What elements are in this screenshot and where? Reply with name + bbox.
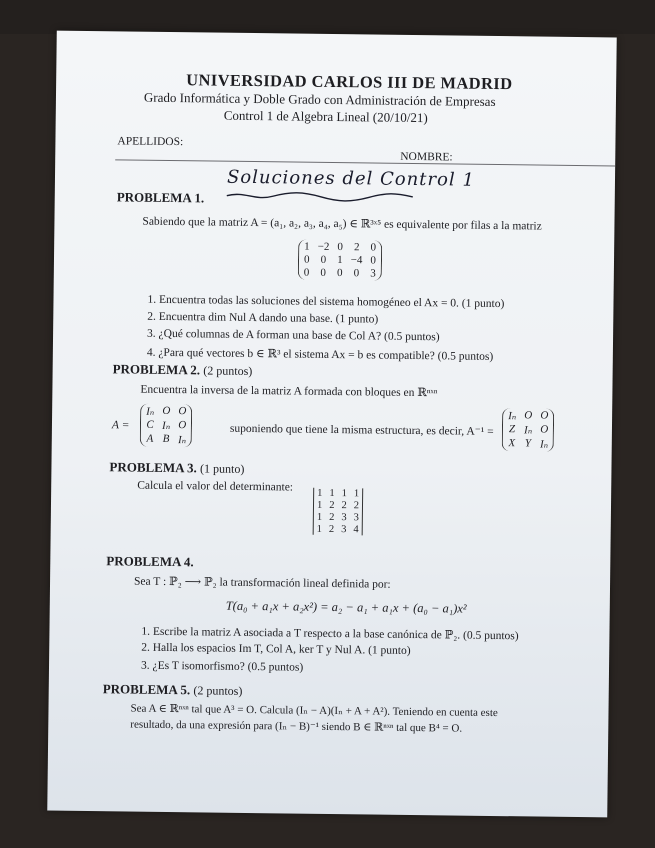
matrix-entry: 0	[320, 266, 327, 279]
matrix-entry: O	[178, 419, 187, 432]
problem-2-matrix-a	[140, 404, 193, 448]
matrix-entry: −4	[350, 254, 363, 267]
problem-2-matrix-inverse-grid	[508, 409, 549, 450]
problem-3-determinant-grid	[317, 488, 360, 536]
problem-1-title: PROBLEMA 1.	[116, 189, 205, 206]
problem-2-points: (2 puntos)	[203, 363, 253, 379]
matrix-entry: 0	[370, 241, 377, 254]
matrix-entry: Z	[508, 423, 516, 436]
university-title: UNIVERSIDAD CARLOS III DE MADRID	[186, 70, 513, 94]
matrix-entry: 0	[370, 254, 377, 267]
name-underline	[115, 159, 615, 166]
matrix-entry: Iₙ	[162, 419, 171, 433]
determinant-entry: 1	[341, 488, 347, 500]
determinant-entry: 1	[317, 487, 323, 499]
matrix-entry: Iₙ	[539, 438, 549, 451]
determinant-entry: 2	[353, 500, 360, 512]
problem-3-determinant	[313, 488, 364, 536]
problem-4-item-2: 2. Halla los espacios Im T, Col A, ker T y Nul A. (1 punto)	[141, 641, 411, 657]
problem-2-matrix-a-grid	[146, 405, 187, 446]
matrix-entry: O	[162, 404, 171, 418]
problem-2-a-equals: A =	[111, 419, 130, 432]
determinant-entry: 1	[316, 511, 323, 523]
problem-1-item-3: 3. ¿Qué columnas de A forman una base de Col A? (0.5 puntos)	[147, 327, 440, 344]
problem-1-intro	[142, 214, 541, 233]
problem-1-item-1: 1. Encuentra todas las soluciones del sistema homogéneo el Ax = 0. (1 punto)	[147, 293, 505, 311]
problem-2-middle-text: suponiendo que tiene la misma estructura, es decir, A⁻¹ =	[229, 422, 494, 438]
problem-4-item-3: 3. ¿Es T isomorfismo? (0.5 puntos)	[140, 659, 304, 674]
matrix-entry: 0	[337, 241, 343, 254]
problem-2-matrix-inverse	[502, 408, 555, 452]
handwritten-solutions-title: Soluciones del Control 1	[226, 166, 475, 191]
problem-5-line-2: resultado, da una expresión para (Iₙ − B)⁻¹ siendo B ∈ ℝⁿˣⁿ tal que B⁴ = O.	[130, 718, 463, 735]
matrix-entry: Iₙ	[146, 405, 155, 418]
problem-1-item-2: 2. Encuentra dim Nul A dando una base. (1 punto)	[147, 310, 379, 326]
problem-3-intro: Calcula el valor del determinante:	[137, 479, 294, 494]
problem-2-title	[113, 361, 253, 379]
matrix-entry: 0	[303, 253, 310, 266]
matrix-entry: 0	[336, 267, 343, 280]
determinant-entry: 1	[353, 488, 360, 500]
determinant-entry: 1	[329, 487, 335, 500]
matrix-entry: 1	[304, 240, 310, 253]
matrix-entry: C	[146, 418, 154, 431]
determinant-entry: 2	[328, 523, 335, 536]
matrix-entry: 0	[303, 266, 310, 279]
matrix-entry: Iₙ	[177, 434, 187, 447]
determinant-entry: 2	[329, 511, 335, 524]
problem-1-intro-text: es equivalente por filas a la matriz	[383, 218, 542, 233]
handwritten-underline	[225, 189, 415, 205]
determinant-entry: 2	[329, 499, 335, 512]
matrix-entry: 0	[320, 253, 327, 266]
matrix-entry: −2	[317, 240, 330, 253]
problem-2-intro: Encuentra la inversa de la matriz A formada con bloques en ℝⁿˣⁿ	[140, 383, 438, 400]
problem-4-title: PROBLEMA 4.	[106, 553, 194, 570]
determinant-entry: 4	[353, 524, 359, 536]
determinant-entry: 3	[341, 524, 347, 536]
problem-1-intro-math: Sabiendo que la matriz A = (a₁, a₂, a₃, a₄, a₅) ∈ ℝ³ˣ⁵	[142, 215, 382, 231]
determinant-entry: 2	[341, 500, 347, 512]
problem-4-formula: T(a₀ + a₁x + a₂x²) = a₂ − a₁ + a₁x + (a₀ − a₁)x²	[225, 598, 467, 616]
matrix-entry: 2	[353, 241, 360, 254]
problem-5-points: (2 puntos)	[193, 683, 243, 698]
surname-label: APELLIDOS:	[117, 135, 184, 149]
matrix-entry: O	[178, 405, 187, 418]
matrix-entry: 1	[337, 254, 343, 267]
problem-5-title	[103, 681, 243, 699]
exam-sheet	[47, 31, 616, 818]
problem-5-label: PROBLEMA 5.	[102, 681, 191, 698]
determinant-entry: 3	[341, 512, 347, 524]
problem-4-intro: Sea T : ℙ₂ ⟶ ℙ₂ la transformación lineal definida por:	[133, 575, 391, 591]
matrix-entry: O	[540, 409, 549, 422]
problem-4-item-1: 1. Escribe la matriz A asociada a T respecto a la base canónica de ℙ₂. (0.5 puntos)	[141, 625, 519, 643]
problem-1-item-4: 4. ¿Para qué vectores b ∈ ℝ³ el sistema Ax = b es compatible? (0.5 puntos)	[146, 346, 494, 363]
problem-3-points: (1 punto)	[200, 461, 245, 476]
matrix-entry: X	[508, 437, 516, 450]
problem-3-title	[109, 459, 244, 477]
matrix-entry: 3	[370, 267, 376, 280]
matrix-entry: A	[146, 432, 154, 445]
matrix-entry: O	[524, 409, 533, 422]
matrix-entry: Iₙ	[523, 424, 533, 437]
matrix-entry: Iₙ	[508, 410, 517, 423]
problem-2-label: PROBLEMA 2.	[112, 361, 201, 378]
problem-5-line-1: Sea A ∈ ℝⁿˣⁿ tal que A³ = O. Calcula (Iₙ − A)(Iₙ + A + A²). Teniendo en cuenta este	[130, 702, 498, 720]
problem-1-matrix-grid	[304, 241, 376, 280]
degree-line: Grado Informática y Doble Grado con Administración de Empresas	[143, 89, 496, 109]
problem-3-label: PROBLEMA 3.	[109, 459, 197, 476]
determinant-entry: 1	[316, 523, 323, 535]
matrix-entry: O	[540, 423, 549, 436]
exam-title: Control 1 de Algebra Lineal (20/10/21)	[223, 107, 428, 126]
matrix-entry: 0	[353, 267, 360, 280]
problem-1-matrix	[298, 240, 382, 281]
dark-background-top	[0, 0, 655, 34]
determinant-entry: 3	[353, 512, 359, 524]
name-label: NOMBRE:	[400, 150, 453, 164]
matrix-entry: Y	[524, 437, 532, 450]
matrix-entry: B	[162, 432, 170, 446]
determinant-entry: 1	[316, 499, 323, 511]
